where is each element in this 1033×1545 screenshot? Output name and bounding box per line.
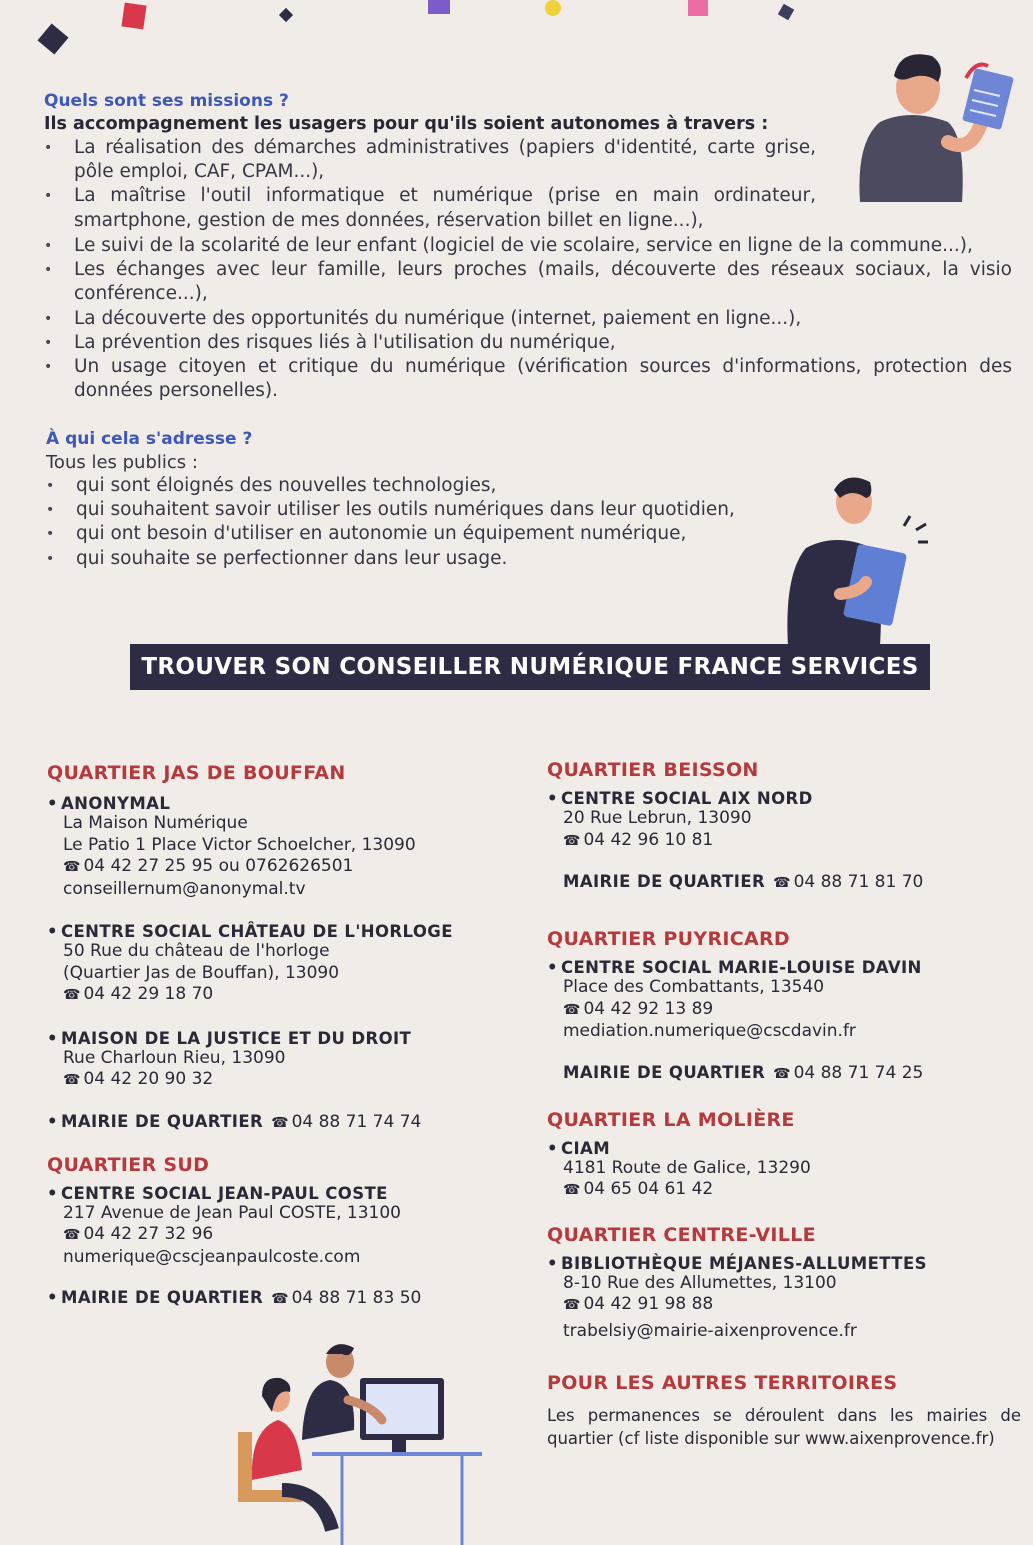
listing-entry	[547, 958, 1027, 1043]
mairie-entry	[547, 1063, 1027, 1083]
quartier-heading: QUARTIER SUD	[47, 1153, 210, 1176]
missions-list-wide	[44, 234, 1012, 403]
confetti-decoration	[279, 8, 293, 22]
mairie-phone: ☎ 04 88 71 81 70	[773, 872, 923, 892]
mairie-phone: ☎ 04 88 71 83 50	[271, 1288, 421, 1308]
entry-email[interactable]: trabelsiy@mairie-aixenprovence.fr	[563, 1320, 857, 1341]
entry-phone: ☎ 04 42 29 18 70	[47, 984, 517, 1007]
list-item: • La réalisation des démarches administratives (papiers d'identité, carte grise, pôle emploi, CAF, CPAM...),	[44, 136, 816, 184]
entry-name: • MAISON DE LA JUSTICE ET DU DROIT	[47, 1029, 517, 1048]
entry-name: • BIBLIOTHÈQUE MÉJANES-ALLUMETTES	[547, 1254, 1027, 1273]
missions-intro: Ils accompagnement les usagers pour qu'ils soient autonomes à travers :	[44, 114, 769, 134]
list-item: • Un usage citoyen et critique du numérique (vérification sources d'informations, protection des données personelles).	[44, 355, 1012, 403]
audience-heading: À qui cela s'adresse ?	[46, 429, 253, 449]
entry-name: • CENTRE SOCIAL MARIE-LOUISE DAVIN	[547, 958, 1027, 977]
listing-entry	[47, 1184, 517, 1269]
entry-address-line: Place des Combattants, 13540	[563, 977, 825, 997]
audience-intro: Tous les publics :	[46, 452, 198, 473]
entry-email[interactable]: conseillernum@anonymal.tv	[63, 878, 306, 899]
right-column	[547, 759, 1027, 1450]
confetti-decoration	[428, 0, 450, 14]
list-item: • Le suivi de la scolarité de leur enfant (logiciel de vie scolaire, service en ligne de la commune...),	[44, 234, 1012, 258]
entry-address-line: 4181 Route de Galice, 13290	[563, 1157, 811, 1178]
list-item: • La découverte des opportunités du numérique (internet, paiement en ligne...),	[44, 307, 1012, 331]
mairie-entry	[47, 1288, 517, 1308]
list-item: • qui sont éloignés des nouvelles technologies,	[46, 474, 786, 498]
entry-address-line: La Maison Numérique	[63, 813, 248, 833]
listing-entry	[547, 1254, 1027, 1343]
people-at-computer-illustration	[232, 1340, 492, 1545]
entry-phone: ☎ 04 42 20 90 32	[47, 1069, 517, 1092]
left-column	[47, 762, 517, 1308]
mairie-label: MAIRIE DE QUARTIER	[61, 1111, 264, 1131]
quartier-heading: POUR LES AUTRES TERRITOIRES	[547, 1372, 898, 1394]
other-territories-text: Les permanences se déroulent dans les mairies de quartier (cf liste disponible sur www.aixenprovence.fr)	[547, 1406, 1021, 1448]
list-item: • Les échanges avec leur famille, leurs proches (mails, découverte des réseaux sociaux, la visio conférence...),	[44, 258, 1012, 306]
quartier-heading: QUARTIER JAS DE BOUFFAN	[47, 762, 346, 784]
entry-address-line: Rue Charloun Rieu, 13090	[63, 1047, 286, 1068]
missions-list	[44, 136, 816, 233]
entry-name: • CIAM	[547, 1139, 1027, 1158]
entry-phone: ☎ 04 42 27 32 96	[47, 1224, 517, 1247]
confetti-decoration	[778, 4, 794, 20]
confetti-decoration	[545, 0, 561, 16]
entry-phone: ☎ 04 42 92 13 89	[547, 999, 1027, 1022]
missions-heading: Quels sont ses missions ?	[44, 91, 289, 111]
entry-phone: ☎ 04 42 96 10 81	[547, 830, 1027, 853]
entry-name: • CENTRE SOCIAL CHÂTEAU DE L'HORLOGE	[47, 922, 517, 941]
entry-address-line: (Quartier Jas de Bouffan), 13090	[63, 962, 340, 983]
listing-entry	[47, 1029, 517, 1092]
list-item: • qui ont besoin d'utiliser en autonomie un équipement numérique,	[46, 522, 786, 546]
entry-email[interactable]: mediation.numerique@cscdavin.fr	[563, 1021, 856, 1041]
listing-entry	[47, 922, 517, 1007]
list-item: • La maîtrise l'outil informatique et numérique (prise en main ordinateur, smartphone, gestion de mes données, réservation billet en ligne...),	[44, 184, 816, 232]
listing-entry	[47, 794, 517, 900]
quartier-heading: QUARTIER CENTRE-VILLE	[547, 1223, 816, 1246]
mairie-label: MAIRIE DE QUARTIER	[61, 1288, 264, 1307]
confetti-decoration	[38, 24, 69, 55]
mairie-phone: ☎ 04 88 71 74 25	[773, 1063, 923, 1083]
entry-phone: ☎ 04 65 04 61 42	[547, 1179, 1027, 1202]
entry-address-line: 217 Avenue de Jean Paul COSTE, 13100	[63, 1202, 401, 1223]
list-item: • qui souhaitent savoir utiliser les outils numériques dans leur quotidien,	[46, 498, 786, 522]
confetti-decoration	[121, 3, 146, 30]
mairie-label: MAIRIE DE QUARTIER	[563, 872, 766, 891]
find-advisor-banner: TROUVER SON CONSEILLER NUMÉRIQUE FRANCE SERVICES	[130, 644, 930, 690]
entry-address-line: 8-10 Rue des Allumettes, 13100	[563, 1272, 837, 1293]
confetti-decoration	[688, 0, 708, 16]
entry-address-line: Le Patio 1 Place Victor Schoelcher, 13090	[63, 834, 416, 855]
listing-entry	[547, 1139, 1027, 1202]
quartier-heading: QUARTIER BEISSON	[547, 759, 759, 781]
entry-address-line: 50 Rue du château de l'horloge	[63, 941, 330, 961]
audience-list	[46, 474, 786, 571]
entry-name: • CENTRE SOCIAL AIX NORD	[547, 789, 1027, 808]
list-item: • qui souhaite se perfectionner dans leur usage.	[46, 547, 786, 571]
mairie-entry	[47, 1112, 517, 1132]
entry-email[interactable]: numerique@cscjeanpaulcoste.com	[63, 1246, 361, 1267]
person-with-tablet-illustration	[780, 474, 940, 646]
mairie-phone: ☎ 04 88 71 74 74	[271, 1112, 421, 1132]
list-item: • La prévention des risques liés à l'utilisation du numérique,	[44, 331, 1012, 355]
entry-name: • CENTRE SOCIAL JEAN-PAUL COSTE	[47, 1184, 517, 1203]
mairie-entry	[547, 872, 1027, 892]
entry-phone: ☎ 04 42 27 25 95 ou 0762626501	[47, 856, 517, 879]
listing-entry	[547, 789, 1027, 852]
quartier-heading: QUARTIER LA MOLIÈRE	[547, 1108, 795, 1131]
entry-address-line: 20 Rue Lebrun, 13090	[563, 808, 752, 828]
person-with-document-illustration	[850, 42, 1020, 212]
quartier-heading: QUARTIER PUYRICARD	[547, 928, 790, 950]
entry-phone: ☎ 04 42 91 98 88	[547, 1294, 1027, 1317]
mairie-label: MAIRIE DE QUARTIER	[563, 1062, 766, 1082]
entry-name: • ANONYMAL	[47, 794, 517, 813]
